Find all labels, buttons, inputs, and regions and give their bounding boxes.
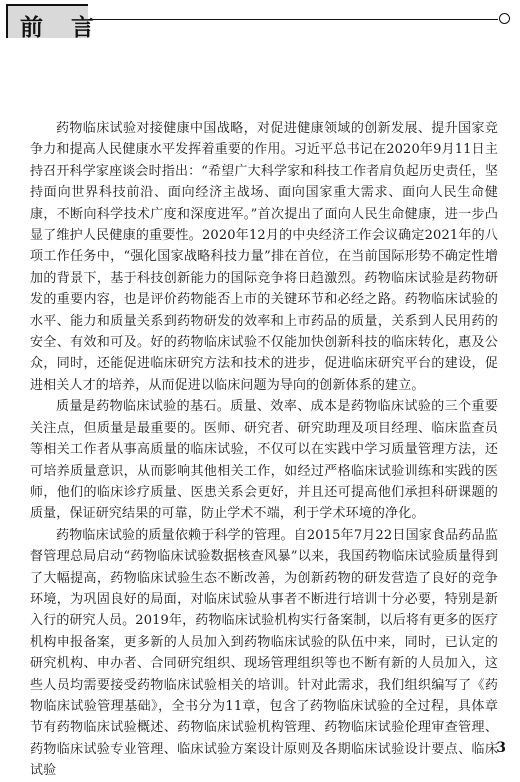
body-text (30, 118, 498, 782)
page-title: 前 言 (20, 15, 105, 41)
paragraph: 药物临床试验的质量依赖于科学的管理。自2015年7月22日国家食品药品监督管理总局启动“药物临床试验数据核查风暴”以来，我国药物临床试验质量得到了大幅提高，药物临床试验生态不断改善，为创新药物的研发营造了良好的竞争环境，为巩固良好的局面，对临床试验从事者不断进行培训十分必要，特别是新入行的研究人员。2019年，药物临床试验机构实行备案制，以后将有更多的医疗机构申报备案，更多新的人员加入到药物临床试验的队伍中来，同时，已认定的研究机构、申办者、合同研究组织、现场管理组织等也不断有新的人员加入，这些人员均需要接受药物临床试验相关的培训。针对此需求，我们组织编写了《药物临床试验管理基础》，全书分为11章，包含了药物临床试验的全过程，具体章节有药物临床试验概述、药物临床试验机构管理、药物临床试验伦理审查管理、药物临床试验专业管理、临床试验方案设计原则及各期临床试验设计要点、临床试验 (30, 527, 498, 779)
page-number: 3 (496, 740, 506, 756)
header-circle-ornament (499, 13, 510, 24)
paragraph: 药物临床试验对接健康中国战略，对促进健康领域的创新发展、提升国家竞争力和提高人民健康水平发挥着重要的作用。习近平总书记在2020年9月11日主持召开科学家座谈会时指出：“希望广大科学家和科技工作者肩负起历史责任，坚持面向世界科技前沿、面向经济主战场、面向国家重大需求、面向人民生命健康，不断向科学技术广度和深度进军。”首次提出了面向人民生命健康，进一步凸显了维护人民健康的重要性。2020年12月的中央经济工作会议确定2021年的八项工作任务中，“强化国家战略科技力量”排在首位，在当前国际形势不确定性增加的背景下，基于科技创新能力的国际竞争将日趋激烈。药物临床试验是药物研发的重要内容，也是评价药物能否上市的关键环节和必经之路。药物临床试验的水平、能力和质量关系到药物研发的效率和上市药品的质量，关系到人民用药的安全、有效和可及。好的药物临床试验不仅能加快创新科技的临床转化，惠及公众，同时，还能促进临床研究方法和技术的进步，促进临床研究平台的建设，促进相关人才的培养，从而促进以临床问题为导向的创新体系的建立。 (30, 121, 498, 393)
paragraph: 质量是药物临床试验的基石。质量、效率、成本是药物临床试验的三个重要关注点，但质量是最重要的。医师、研究者、研究助理及项目经理、临床监查员等相关工作者从事高质量的临床试验，不仅可以在实践中学习质量管理方法，还可培养质量意识，从而影响其他相关工作，如经过严格临床试验训练和实践的医师，他们的临床诊疗质量、医患关系会更好，并且还可提高他们承担科研课题的质量，保证研究结果的可靠，防止学术不端，利于学术环境的净化。 (30, 399, 498, 522)
title-box (6, 4, 105, 41)
header-rule (88, 19, 498, 20)
chapter-header (6, 4, 512, 41)
